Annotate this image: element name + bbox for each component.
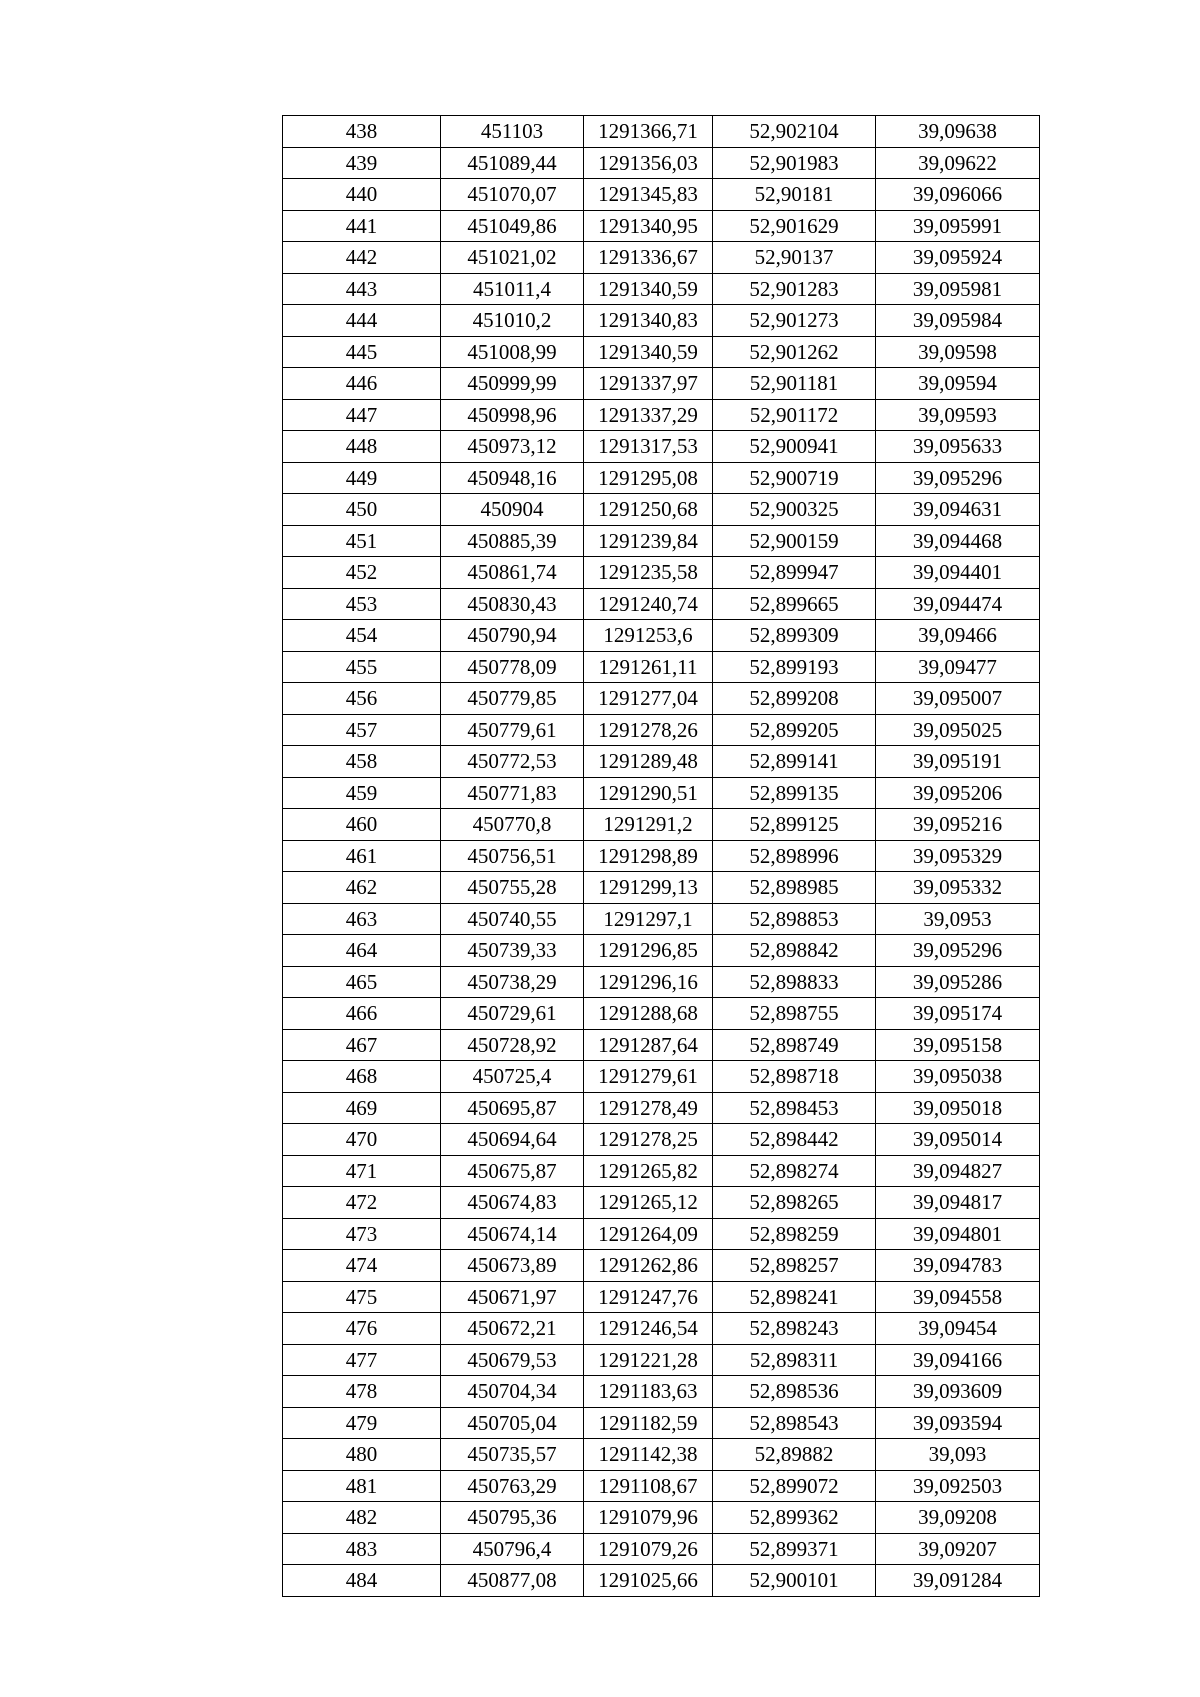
table-row [283, 620, 1040, 652]
x-coordinate-cell: 450778,09 [441, 651, 584, 683]
latitude-cell: 52,899947 [713, 557, 876, 589]
x-coordinate-cell: 450739,33 [441, 935, 584, 967]
table-row [283, 1313, 1040, 1345]
longitude-cell: 39,095038 [876, 1061, 1040, 1093]
point-number-cell: 480 [283, 1439, 441, 1471]
table-row [283, 179, 1040, 211]
point-number-cell: 471 [283, 1155, 441, 1187]
table-row [283, 1502, 1040, 1534]
point-number-cell: 460 [283, 809, 441, 841]
latitude-cell: 52,900941 [713, 431, 876, 463]
table-row [283, 1565, 1040, 1597]
point-number-cell: 447 [283, 399, 441, 431]
point-number-cell: 445 [283, 336, 441, 368]
table-row [283, 210, 1040, 242]
x-coordinate-cell: 450755,28 [441, 872, 584, 904]
latitude-cell: 52,898274 [713, 1155, 876, 1187]
y-coordinate-cell: 1291183,63 [584, 1376, 713, 1408]
y-coordinate-cell: 1291262,86 [584, 1250, 713, 1282]
x-coordinate-cell: 450695,87 [441, 1092, 584, 1124]
latitude-cell: 52,899208 [713, 683, 876, 715]
latitude-cell: 52,898536 [713, 1376, 876, 1408]
table-row [283, 746, 1040, 778]
y-coordinate-cell: 1291108,67 [584, 1470, 713, 1502]
point-number-cell: 442 [283, 242, 441, 274]
point-number-cell: 440 [283, 179, 441, 211]
table-row [283, 1092, 1040, 1124]
table-row [283, 1155, 1040, 1187]
x-coordinate-cell: 451103 [441, 116, 584, 148]
table-row [283, 872, 1040, 904]
x-coordinate-cell: 450861,74 [441, 557, 584, 589]
x-coordinate-cell: 450729,61 [441, 998, 584, 1030]
table-row [283, 431, 1040, 463]
longitude-cell: 39,095206 [876, 777, 1040, 809]
longitude-cell: 39,095924 [876, 242, 1040, 274]
point-number-cell: 454 [283, 620, 441, 652]
point-number-cell: 461 [283, 840, 441, 872]
x-coordinate-cell: 451089,44 [441, 147, 584, 179]
latitude-cell: 52,901283 [713, 273, 876, 305]
y-coordinate-cell: 1291235,58 [584, 557, 713, 589]
y-coordinate-cell: 1291287,64 [584, 1029, 713, 1061]
latitude-cell: 52,900719 [713, 462, 876, 494]
table-row [283, 777, 1040, 809]
x-coordinate-cell: 450904 [441, 494, 584, 526]
table-row [283, 147, 1040, 179]
coordinates-table [282, 115, 1040, 1597]
longitude-cell: 39,09622 [876, 147, 1040, 179]
y-coordinate-cell: 1291279,61 [584, 1061, 713, 1093]
latitude-cell: 52,901181 [713, 368, 876, 400]
table-row [283, 462, 1040, 494]
y-coordinate-cell: 1291340,59 [584, 336, 713, 368]
x-coordinate-cell: 450694,64 [441, 1124, 584, 1156]
table-row [283, 336, 1040, 368]
longitude-cell: 39,095296 [876, 935, 1040, 967]
latitude-cell: 52,898985 [713, 872, 876, 904]
table-row [283, 1187, 1040, 1219]
y-coordinate-cell: 1291277,04 [584, 683, 713, 715]
y-coordinate-cell: 1291340,95 [584, 210, 713, 242]
point-number-cell: 455 [283, 651, 441, 683]
y-coordinate-cell: 1291264,09 [584, 1218, 713, 1250]
y-coordinate-cell: 1291142,38 [584, 1439, 713, 1471]
table-row [283, 1470, 1040, 1502]
y-coordinate-cell: 1291025,66 [584, 1565, 713, 1597]
y-coordinate-cell: 1291079,96 [584, 1502, 713, 1534]
latitude-cell: 52,900101 [713, 1565, 876, 1597]
longitude-cell: 39,094801 [876, 1218, 1040, 1250]
table-row [283, 557, 1040, 589]
x-coordinate-cell: 450673,89 [441, 1250, 584, 1282]
y-coordinate-cell: 1291240,74 [584, 588, 713, 620]
table-row [283, 305, 1040, 337]
x-coordinate-cell: 450672,21 [441, 1313, 584, 1345]
x-coordinate-cell: 450771,83 [441, 777, 584, 809]
y-coordinate-cell: 1291278,25 [584, 1124, 713, 1156]
longitude-cell: 39,094166 [876, 1344, 1040, 1376]
longitude-cell: 39,091284 [876, 1565, 1040, 1597]
latitude-cell: 52,899193 [713, 651, 876, 683]
y-coordinate-cell: 1291265,82 [584, 1155, 713, 1187]
y-coordinate-cell: 1291317,53 [584, 431, 713, 463]
longitude-cell: 39,094817 [876, 1187, 1040, 1219]
point-number-cell: 472 [283, 1187, 441, 1219]
y-coordinate-cell: 1291299,13 [584, 872, 713, 904]
latitude-cell: 52,89882 [713, 1439, 876, 1471]
point-number-cell: 453 [283, 588, 441, 620]
longitude-cell: 39,09454 [876, 1313, 1040, 1345]
longitude-cell: 39,09598 [876, 336, 1040, 368]
x-coordinate-cell: 450763,29 [441, 1470, 584, 1502]
latitude-cell: 52,898257 [713, 1250, 876, 1282]
latitude-cell: 52,899362 [713, 1502, 876, 1534]
table-row [283, 525, 1040, 557]
table-row [283, 1124, 1040, 1156]
longitude-cell: 39,095633 [876, 431, 1040, 463]
y-coordinate-cell: 1291356,03 [584, 147, 713, 179]
point-number-cell: 441 [283, 210, 441, 242]
point-number-cell: 469 [283, 1092, 441, 1124]
y-coordinate-cell: 1291297,1 [584, 903, 713, 935]
table-row [283, 1376, 1040, 1408]
point-number-cell: 462 [283, 872, 441, 904]
x-coordinate-cell: 450738,29 [441, 966, 584, 998]
x-coordinate-cell: 450725,4 [441, 1061, 584, 1093]
point-number-cell: 450 [283, 494, 441, 526]
x-coordinate-cell: 450705,04 [441, 1407, 584, 1439]
y-coordinate-cell: 1291337,29 [584, 399, 713, 431]
longitude-cell: 39,095014 [876, 1124, 1040, 1156]
table-row [283, 1439, 1040, 1471]
point-number-cell: 470 [283, 1124, 441, 1156]
table-row [283, 399, 1040, 431]
latitude-cell: 52,899072 [713, 1470, 876, 1502]
y-coordinate-cell: 1291340,59 [584, 273, 713, 305]
y-coordinate-cell: 1291182,59 [584, 1407, 713, 1439]
y-coordinate-cell: 1291221,28 [584, 1344, 713, 1376]
table-row [283, 1061, 1040, 1093]
point-number-cell: 481 [283, 1470, 441, 1502]
longitude-cell: 39,09638 [876, 116, 1040, 148]
latitude-cell: 52,898842 [713, 935, 876, 967]
y-coordinate-cell: 1291366,71 [584, 116, 713, 148]
y-coordinate-cell: 1291247,76 [584, 1281, 713, 1313]
x-coordinate-cell: 450796,4 [441, 1533, 584, 1565]
latitude-cell: 52,900325 [713, 494, 876, 526]
longitude-cell: 39,092503 [876, 1470, 1040, 1502]
point-number-cell: 479 [283, 1407, 441, 1439]
table-row [283, 1281, 1040, 1313]
table-row [283, 903, 1040, 935]
point-number-cell: 446 [283, 368, 441, 400]
point-number-cell: 449 [283, 462, 441, 494]
longitude-cell: 39,095981 [876, 273, 1040, 305]
point-number-cell: 452 [283, 557, 441, 589]
x-coordinate-cell: 450998,96 [441, 399, 584, 431]
longitude-cell: 39,093609 [876, 1376, 1040, 1408]
latitude-cell: 52,899309 [713, 620, 876, 652]
y-coordinate-cell: 1291288,68 [584, 998, 713, 1030]
latitude-cell: 52,90137 [713, 242, 876, 274]
longitude-cell: 39,09207 [876, 1533, 1040, 1565]
latitude-cell: 52,898265 [713, 1187, 876, 1219]
y-coordinate-cell: 1291253,6 [584, 620, 713, 652]
y-coordinate-cell: 1291278,26 [584, 714, 713, 746]
longitude-cell: 39,095332 [876, 872, 1040, 904]
latitude-cell: 52,898853 [713, 903, 876, 935]
table-row [283, 935, 1040, 967]
point-number-cell: 457 [283, 714, 441, 746]
longitude-cell: 39,093594 [876, 1407, 1040, 1439]
longitude-cell: 39,09477 [876, 651, 1040, 683]
table-row [283, 1029, 1040, 1061]
y-coordinate-cell: 1291340,83 [584, 305, 713, 337]
longitude-cell: 39,095286 [876, 966, 1040, 998]
longitude-cell: 39,095174 [876, 998, 1040, 1030]
x-coordinate-cell: 450877,08 [441, 1565, 584, 1597]
point-number-cell: 482 [283, 1502, 441, 1534]
table-row [283, 368, 1040, 400]
longitude-cell: 39,09208 [876, 1502, 1040, 1534]
table-row [283, 651, 1040, 683]
x-coordinate-cell: 451070,07 [441, 179, 584, 211]
x-coordinate-cell: 450779,61 [441, 714, 584, 746]
longitude-cell: 39,095158 [876, 1029, 1040, 1061]
x-coordinate-cell: 451011,4 [441, 273, 584, 305]
longitude-cell: 39,09594 [876, 368, 1040, 400]
point-number-cell: 459 [283, 777, 441, 809]
longitude-cell: 39,095329 [876, 840, 1040, 872]
x-coordinate-cell: 450770,8 [441, 809, 584, 841]
longitude-cell: 39,094474 [876, 588, 1040, 620]
longitude-cell: 39,095018 [876, 1092, 1040, 1124]
latitude-cell: 52,901983 [713, 147, 876, 179]
latitude-cell: 52,898833 [713, 966, 876, 998]
longitude-cell: 39,093 [876, 1439, 1040, 1471]
y-coordinate-cell: 1291250,68 [584, 494, 713, 526]
point-number-cell: 439 [283, 147, 441, 179]
x-coordinate-cell: 450790,94 [441, 620, 584, 652]
x-coordinate-cell: 450973,12 [441, 431, 584, 463]
y-coordinate-cell: 1291296,85 [584, 935, 713, 967]
y-coordinate-cell: 1291278,49 [584, 1092, 713, 1124]
longitude-cell: 39,094558 [876, 1281, 1040, 1313]
table-row [283, 1250, 1040, 1282]
latitude-cell: 52,898755 [713, 998, 876, 1030]
latitude-cell: 52,899141 [713, 746, 876, 778]
latitude-cell: 52,90181 [713, 179, 876, 211]
longitude-cell: 39,094631 [876, 494, 1040, 526]
point-number-cell: 468 [283, 1061, 441, 1093]
x-coordinate-cell: 450679,53 [441, 1344, 584, 1376]
table-row [283, 242, 1040, 274]
point-number-cell: 477 [283, 1344, 441, 1376]
y-coordinate-cell: 1291336,67 [584, 242, 713, 274]
longitude-cell: 39,095984 [876, 305, 1040, 337]
x-coordinate-cell: 450795,36 [441, 1502, 584, 1534]
point-number-cell: 448 [283, 431, 441, 463]
latitude-cell: 52,899135 [713, 777, 876, 809]
coordinates-table-body [283, 116, 1040, 1597]
latitude-cell: 52,898453 [713, 1092, 876, 1124]
point-number-cell: 464 [283, 935, 441, 967]
table-row [283, 494, 1040, 526]
latitude-cell: 52,898311 [713, 1344, 876, 1376]
longitude-cell: 39,096066 [876, 179, 1040, 211]
table-row [283, 809, 1040, 841]
longitude-cell: 39,0953 [876, 903, 1040, 935]
latitude-cell: 52,899205 [713, 714, 876, 746]
x-coordinate-cell: 450756,51 [441, 840, 584, 872]
point-number-cell: 465 [283, 966, 441, 998]
y-coordinate-cell: 1291079,26 [584, 1533, 713, 1565]
point-number-cell: 451 [283, 525, 441, 557]
x-coordinate-cell: 450674,83 [441, 1187, 584, 1219]
latitude-cell: 52,901262 [713, 336, 876, 368]
point-number-cell: 475 [283, 1281, 441, 1313]
longitude-cell: 39,095296 [876, 462, 1040, 494]
latitude-cell: 52,898241 [713, 1281, 876, 1313]
latitude-cell: 52,898749 [713, 1029, 876, 1061]
longitude-cell: 39,09593 [876, 399, 1040, 431]
table-row [283, 1407, 1040, 1439]
longitude-cell: 39,094468 [876, 525, 1040, 557]
x-coordinate-cell: 450675,87 [441, 1155, 584, 1187]
latitude-cell: 52,902104 [713, 116, 876, 148]
latitude-cell: 52,898996 [713, 840, 876, 872]
y-coordinate-cell: 1291289,48 [584, 746, 713, 778]
x-coordinate-cell: 450740,55 [441, 903, 584, 935]
x-coordinate-cell: 451049,86 [441, 210, 584, 242]
longitude-cell: 39,094783 [876, 1250, 1040, 1282]
latitude-cell: 52,898543 [713, 1407, 876, 1439]
latitude-cell: 52,898259 [713, 1218, 876, 1250]
point-number-cell: 458 [283, 746, 441, 778]
x-coordinate-cell: 450735,57 [441, 1439, 584, 1471]
latitude-cell: 52,899371 [713, 1533, 876, 1565]
longitude-cell: 39,095191 [876, 746, 1040, 778]
y-coordinate-cell: 1291265,12 [584, 1187, 713, 1219]
point-number-cell: 456 [283, 683, 441, 715]
table-row [283, 998, 1040, 1030]
longitude-cell: 39,095025 [876, 714, 1040, 746]
longitude-cell: 39,09466 [876, 620, 1040, 652]
y-coordinate-cell: 1291337,97 [584, 368, 713, 400]
point-number-cell: 476 [283, 1313, 441, 1345]
x-coordinate-cell: 450671,97 [441, 1281, 584, 1313]
point-number-cell: 444 [283, 305, 441, 337]
longitude-cell: 39,095216 [876, 809, 1040, 841]
y-coordinate-cell: 1291291,2 [584, 809, 713, 841]
x-coordinate-cell: 450948,16 [441, 462, 584, 494]
longitude-cell: 39,094401 [876, 557, 1040, 589]
table-row [283, 683, 1040, 715]
y-coordinate-cell: 1291261,11 [584, 651, 713, 683]
x-coordinate-cell: 450704,34 [441, 1376, 584, 1408]
table-row [283, 1218, 1040, 1250]
table-row [283, 273, 1040, 305]
point-number-cell: 463 [283, 903, 441, 935]
x-coordinate-cell: 450728,92 [441, 1029, 584, 1061]
table-row [283, 966, 1040, 998]
longitude-cell: 39,095991 [876, 210, 1040, 242]
y-coordinate-cell: 1291295,08 [584, 462, 713, 494]
point-number-cell: 474 [283, 1250, 441, 1282]
y-coordinate-cell: 1291296,16 [584, 966, 713, 998]
point-number-cell: 473 [283, 1218, 441, 1250]
longitude-cell: 39,095007 [876, 683, 1040, 715]
table-row [283, 116, 1040, 148]
x-coordinate-cell: 451008,99 [441, 336, 584, 368]
table-row [283, 840, 1040, 872]
x-coordinate-cell: 451021,02 [441, 242, 584, 274]
latitude-cell: 52,901629 [713, 210, 876, 242]
latitude-cell: 52,898718 [713, 1061, 876, 1093]
table-row [283, 714, 1040, 746]
latitude-cell: 52,899125 [713, 809, 876, 841]
point-number-cell: 466 [283, 998, 441, 1030]
x-coordinate-cell: 450999,99 [441, 368, 584, 400]
point-number-cell: 484 [283, 1565, 441, 1597]
x-coordinate-cell: 450779,85 [441, 683, 584, 715]
x-coordinate-cell: 450674,14 [441, 1218, 584, 1250]
point-number-cell: 478 [283, 1376, 441, 1408]
y-coordinate-cell: 1291246,54 [584, 1313, 713, 1345]
latitude-cell: 52,901273 [713, 305, 876, 337]
y-coordinate-cell: 1291290,51 [584, 777, 713, 809]
table-row [283, 1344, 1040, 1376]
x-coordinate-cell: 450830,43 [441, 588, 584, 620]
latitude-cell: 52,901172 [713, 399, 876, 431]
longitude-cell: 39,094827 [876, 1155, 1040, 1187]
y-coordinate-cell: 1291298,89 [584, 840, 713, 872]
point-number-cell: 443 [283, 273, 441, 305]
y-coordinate-cell: 1291345,83 [584, 179, 713, 211]
latitude-cell: 52,900159 [713, 525, 876, 557]
latitude-cell: 52,898442 [713, 1124, 876, 1156]
latitude-cell: 52,898243 [713, 1313, 876, 1345]
latitude-cell: 52,899665 [713, 588, 876, 620]
point-number-cell: 467 [283, 1029, 441, 1061]
point-number-cell: 438 [283, 116, 441, 148]
x-coordinate-cell: 450885,39 [441, 525, 584, 557]
table-row [283, 1533, 1040, 1565]
x-coordinate-cell: 450772,53 [441, 746, 584, 778]
table-row [283, 588, 1040, 620]
y-coordinate-cell: 1291239,84 [584, 525, 713, 557]
point-number-cell: 483 [283, 1533, 441, 1565]
x-coordinate-cell: 451010,2 [441, 305, 584, 337]
